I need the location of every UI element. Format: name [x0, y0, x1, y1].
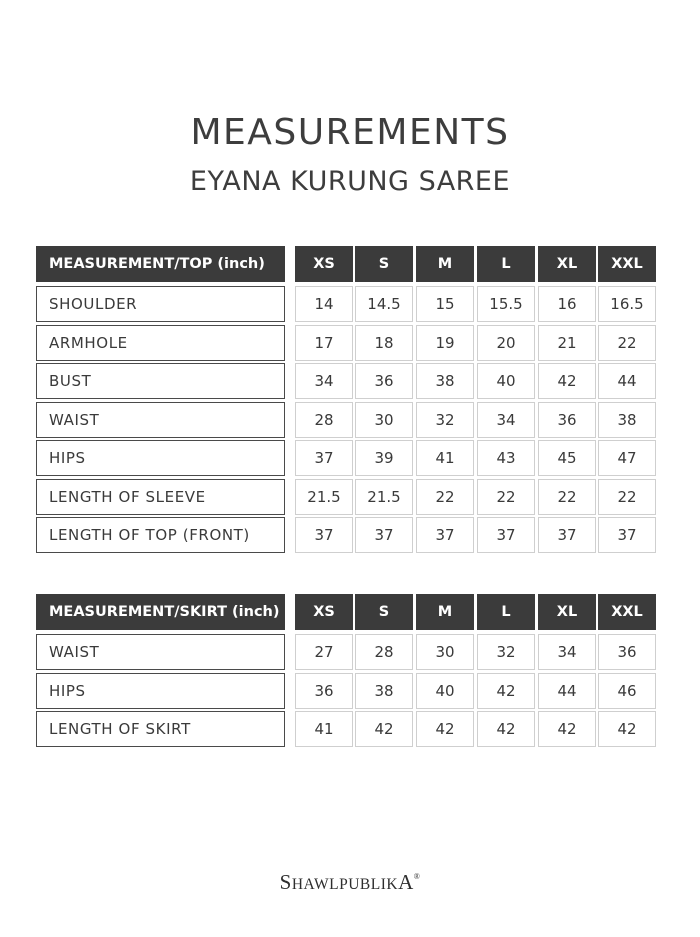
size-header-m: M — [416, 594, 474, 630]
value-cell: 32 — [477, 634, 535, 670]
value-cell: 41 — [295, 711, 353, 747]
table-header-label: MEASUREMENT/SKIRT (inch) — [36, 594, 285, 630]
value-cell: 40 — [477, 363, 535, 399]
value-cell: 28 — [295, 402, 353, 438]
page-title: MEASUREMENTS — [190, 112, 510, 153]
value-cell: 38 — [355, 673, 413, 709]
value-cell: 42 — [538, 711, 596, 747]
size-header-l: L — [477, 246, 535, 282]
value-cell: 16 — [538, 286, 596, 322]
value-cell: 45 — [538, 440, 596, 476]
value-cell: 34 — [538, 634, 596, 670]
size-header-xs: XS — [295, 594, 353, 630]
value-cell: 37 — [355, 517, 413, 553]
size-header-xxl: XXL — [598, 594, 656, 630]
value-cell: 42 — [416, 711, 474, 747]
value-cell: 21.5 — [295, 479, 353, 515]
row-label: LENGTH OF SLEEVE — [36, 479, 285, 515]
row-label: ARMHOLE — [36, 325, 285, 361]
value-cell: 34 — [295, 363, 353, 399]
value-cell: 42 — [538, 363, 596, 399]
value-cell: 42 — [477, 673, 535, 709]
value-cell: 34 — [477, 402, 535, 438]
value-cell: 37 — [295, 517, 353, 553]
value-cell: 15.5 — [477, 286, 535, 322]
row-label: HIPS — [36, 673, 285, 709]
value-cell: 22 — [598, 479, 656, 515]
value-cell: 22 — [416, 479, 474, 515]
value-cell: 47 — [598, 440, 656, 476]
value-cell: 39 — [355, 440, 413, 476]
size-header-xs: XS — [295, 246, 353, 282]
size-header-l: L — [477, 594, 535, 630]
row-label: BUST — [36, 363, 285, 399]
value-cell: 30 — [355, 402, 413, 438]
size-header-s: S — [355, 246, 413, 282]
value-cell: 42 — [477, 711, 535, 747]
brand-logo: SHAWLPUBLIKA® — [279, 870, 421, 894]
value-cell: 37 — [598, 517, 656, 553]
value-cell: 14.5 — [355, 286, 413, 322]
value-cell: 41 — [416, 440, 474, 476]
value-cell: 16.5 — [598, 286, 656, 322]
value-cell: 37 — [416, 517, 474, 553]
size-header-xxl: XXL — [598, 246, 656, 282]
value-cell: 36 — [538, 402, 596, 438]
row-label: WAIST — [36, 402, 285, 438]
row-label: LENGTH OF TOP (FRONT) — [36, 517, 285, 553]
row-label: SHOULDER — [36, 286, 285, 322]
value-cell: 20 — [477, 325, 535, 361]
value-cell: 36 — [295, 673, 353, 709]
table-header-label: MEASUREMENT/TOP (inch) — [36, 246, 285, 282]
value-cell: 36 — [598, 634, 656, 670]
value-cell: 38 — [598, 402, 656, 438]
value-cell: 32 — [416, 402, 474, 438]
value-cell: 21.5 — [355, 479, 413, 515]
value-cell: 37 — [477, 517, 535, 553]
value-cell: 46 — [598, 673, 656, 709]
value-cell: 28 — [355, 634, 413, 670]
value-cell: 22 — [538, 479, 596, 515]
size-header-s: S — [355, 594, 413, 630]
value-cell: 19 — [416, 325, 474, 361]
row-label: LENGTH OF SKIRT — [36, 711, 285, 747]
value-cell: 22 — [598, 325, 656, 361]
value-cell: 37 — [538, 517, 596, 553]
value-cell: 37 — [295, 440, 353, 476]
value-cell: 42 — [355, 711, 413, 747]
value-cell: 44 — [538, 673, 596, 709]
value-cell: 38 — [416, 363, 474, 399]
value-cell: 27 — [295, 634, 353, 670]
row-label: WAIST — [36, 634, 285, 670]
value-cell: 44 — [598, 363, 656, 399]
value-cell: 18 — [355, 325, 413, 361]
value-cell: 36 — [355, 363, 413, 399]
value-cell: 40 — [416, 673, 474, 709]
value-cell: 30 — [416, 634, 474, 670]
size-header-xl: XL — [538, 246, 596, 282]
size-header-xl: XL — [538, 594, 596, 630]
size-header-m: M — [416, 246, 474, 282]
value-cell: 42 — [598, 711, 656, 747]
value-cell: 43 — [477, 440, 535, 476]
value-cell: 14 — [295, 286, 353, 322]
value-cell: 21 — [538, 325, 596, 361]
product-name: EYANA KURUNG SAREE — [189, 166, 511, 197]
row-label: HIPS — [36, 440, 285, 476]
value-cell: 15 — [416, 286, 474, 322]
value-cell: 22 — [477, 479, 535, 515]
value-cell: 17 — [295, 325, 353, 361]
